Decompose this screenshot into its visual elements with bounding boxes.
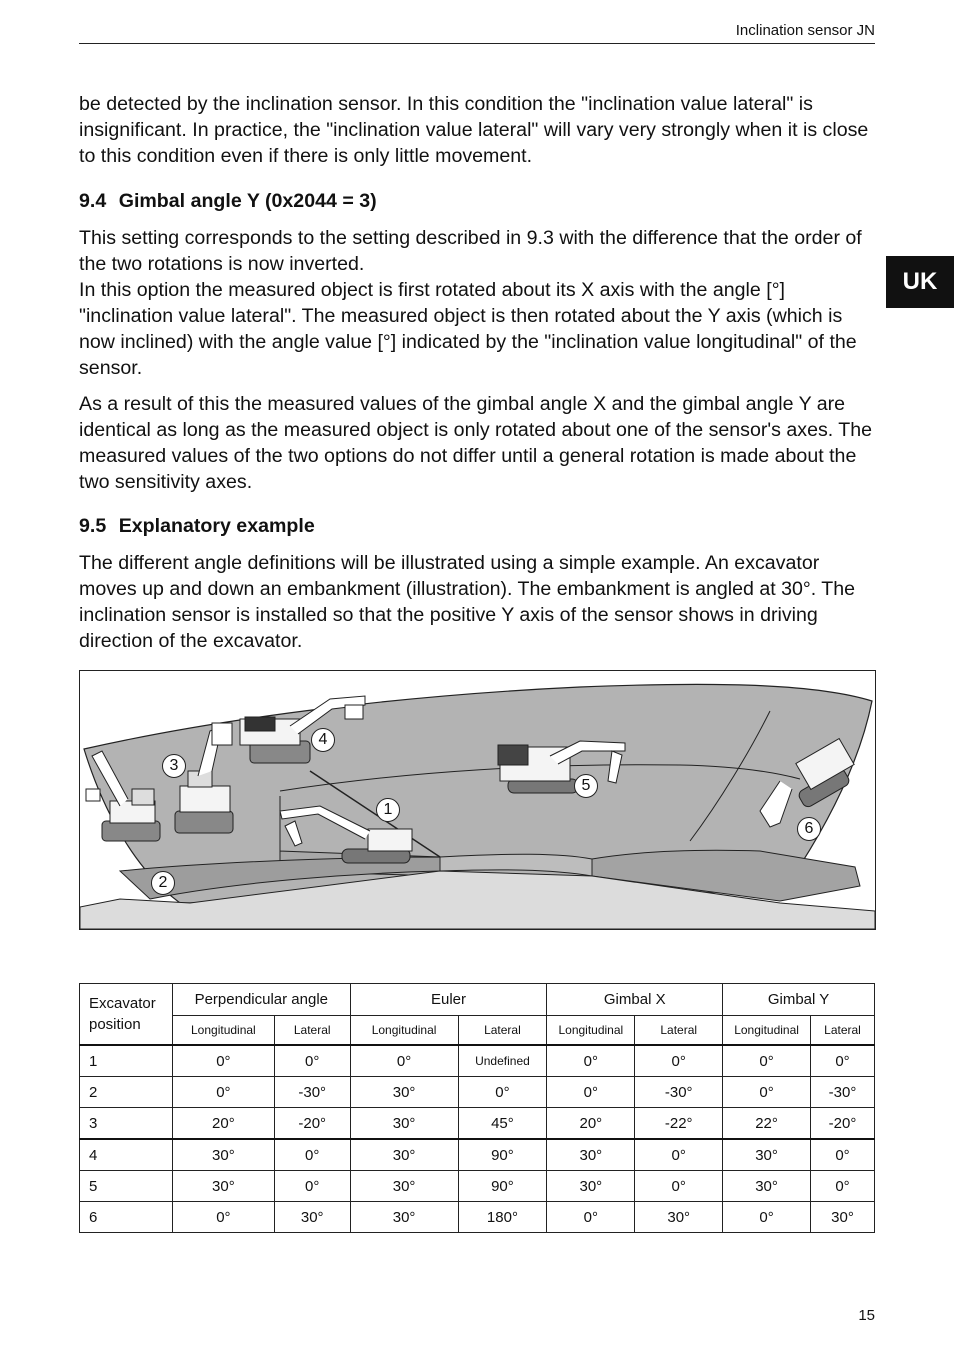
header-excavator-position: Excavator position (80, 984, 173, 1046)
table-cell: 30° (172, 1139, 274, 1171)
section-title: Explanatory example (118, 515, 315, 537)
paragraph-gimbal-result: As a result of this the measured values of the gimbal angle X and the gimbal angle Y are identical as long as the measured object is only rotated about one of the sensor's axes. The measured values of the two options do not differ until a general rotation is made about the two sensitivity axes. (79, 393, 873, 493)
table-cell: 30° (350, 1139, 458, 1171)
table-cell: 30° (350, 1108, 458, 1140)
position-marker-5: 5 (574, 774, 598, 798)
table-cell: 30° (350, 1077, 458, 1108)
table-cell: -30° (811, 1077, 875, 1108)
table-cell: -22° (635, 1108, 723, 1140)
table-cell: 30° (274, 1202, 350, 1233)
table-row (80, 1045, 875, 1077)
table-cell: 20° (547, 1108, 635, 1140)
paragraph-example: The different angle definitions will be illustrated using a simple example. An excavator moves up and down an embankment (illustration). The embankment is angled at 30°. The inclination sensor is installed so that the positive Y axis of the sensor shows in driving direction of the excavator. (79, 552, 856, 652)
subheader-lateral: Lateral (458, 1016, 547, 1046)
table-cell: 0° (172, 1077, 274, 1108)
table-cell: 3 (80, 1108, 173, 1140)
intro-paragraph: be detected by the inclination sensor. In this condition the "inclination value lateral" is insignificant. In practice, the "inclination value lateral" will vary very strongly when it is close to this condition even if there is only little movement. (79, 93, 869, 167)
running-header: Inclination sensor JN (735, 22, 875, 39)
table-cell: 0° (274, 1045, 350, 1077)
header-gimbal-x: Gimbal X (547, 984, 723, 1016)
subheader-lateral: Lateral (635, 1016, 723, 1046)
table-cell: 30° (350, 1171, 458, 1202)
table-cell: 30° (811, 1202, 875, 1233)
table-cell: 0° (811, 1045, 875, 1077)
table-cell: 0° (172, 1045, 274, 1077)
subheader-longitudinal: Longitudinal (547, 1016, 635, 1046)
table-cell: 6 (80, 1202, 173, 1233)
table-cell: 22° (723, 1108, 811, 1140)
header-rule (79, 43, 875, 44)
angle-comparison-table (79, 983, 875, 1233)
section-heading-9-5 (79, 515, 315, 538)
header-gimbal-y: Gimbal Y (723, 984, 875, 1016)
table-cell: 30° (350, 1202, 458, 1233)
table-cell: 30° (723, 1139, 811, 1171)
table-cell: 0° (547, 1045, 635, 1077)
table-cell: 0° (547, 1077, 635, 1108)
table-row (80, 1077, 875, 1108)
paragraph-rotation-description: In this option the measured object is first rotated about its X axis with the angle [°] "inclination value lateral". The measured object is then rotated about the Y axis (which is now inclined) with the angle value [°] indicated by the "inclination value longitudinal" of the sensor. (79, 279, 857, 379)
table-cell: 90° (458, 1139, 547, 1171)
table-cell: 30° (547, 1139, 635, 1171)
table-cell: 5 (80, 1171, 173, 1202)
section-number: 9.5 (79, 515, 107, 537)
table-cell: 30° (172, 1171, 274, 1202)
position-marker-1: 1 (376, 798, 400, 822)
table-cell: 90° (458, 1171, 547, 1202)
position-marker-6: 6 (797, 817, 821, 841)
table-cell: 2 (80, 1077, 173, 1108)
table-cell: 0° (635, 1139, 723, 1171)
table-cell: 30° (635, 1202, 723, 1233)
table-cell: 0° (723, 1077, 811, 1108)
table-cell: 0° (274, 1139, 350, 1171)
table-cell: 0° (723, 1202, 811, 1233)
header-perpendicular-angle: Perpendicular angle (172, 984, 350, 1016)
table-row (80, 1171, 875, 1202)
table-cell: -30° (274, 1077, 350, 1108)
subheader-longitudinal: Longitudinal (723, 1016, 811, 1046)
subheader-longitudinal: Longitudinal (350, 1016, 458, 1046)
page-number: 15 (858, 1307, 875, 1324)
table-cell: 0° (172, 1202, 274, 1233)
table-cell: -20° (274, 1108, 350, 1140)
table-cell: 30° (723, 1171, 811, 1202)
subheader-lateral: Lateral (811, 1016, 875, 1046)
table-cell: -20° (811, 1108, 875, 1140)
subheader-longitudinal: Longitudinal (172, 1016, 274, 1046)
table-cell: 0° (723, 1045, 811, 1077)
table-row (80, 1139, 875, 1171)
table-cell: 1 (80, 1045, 173, 1077)
embankment-illustration (79, 670, 876, 930)
section-heading-9-4 (79, 190, 377, 213)
position-marker-2: 2 (151, 871, 175, 895)
subheader-lateral: Lateral (274, 1016, 350, 1046)
embankment-drawing (80, 671, 875, 929)
table-cell: 4 (80, 1139, 173, 1171)
table-cell: 0° (547, 1202, 635, 1233)
table-cell: 0° (635, 1171, 723, 1202)
table-row (80, 1108, 875, 1140)
header-euler: Euler (350, 984, 547, 1016)
position-marker-4: 4 (311, 728, 335, 752)
table-cell: Undefined (458, 1045, 547, 1077)
table-cell: 0° (274, 1171, 350, 1202)
table-cell: 30° (547, 1171, 635, 1202)
section-number: 9.4 (79, 190, 107, 212)
language-tab: UK (886, 256, 954, 308)
table-cell: 0° (811, 1139, 875, 1171)
table-cell: 45° (458, 1108, 547, 1140)
table-cell: 0° (635, 1045, 723, 1077)
section-title: Gimbal angle Y (0x2044 = 3) (118, 190, 377, 212)
table-cell: 20° (172, 1108, 274, 1140)
paragraph-order-inverted: This setting corresponds to the setting described in 9.3 with the difference that the order of the two rotations is now inverted. (79, 227, 862, 275)
table-cell: 180° (458, 1202, 547, 1233)
table-cell: 0° (458, 1077, 547, 1108)
table-row (80, 1202, 875, 1233)
table-cell: 0° (350, 1045, 458, 1077)
table-cell: 0° (811, 1171, 875, 1202)
position-marker-3: 3 (162, 754, 186, 778)
table-cell: -30° (635, 1077, 723, 1108)
